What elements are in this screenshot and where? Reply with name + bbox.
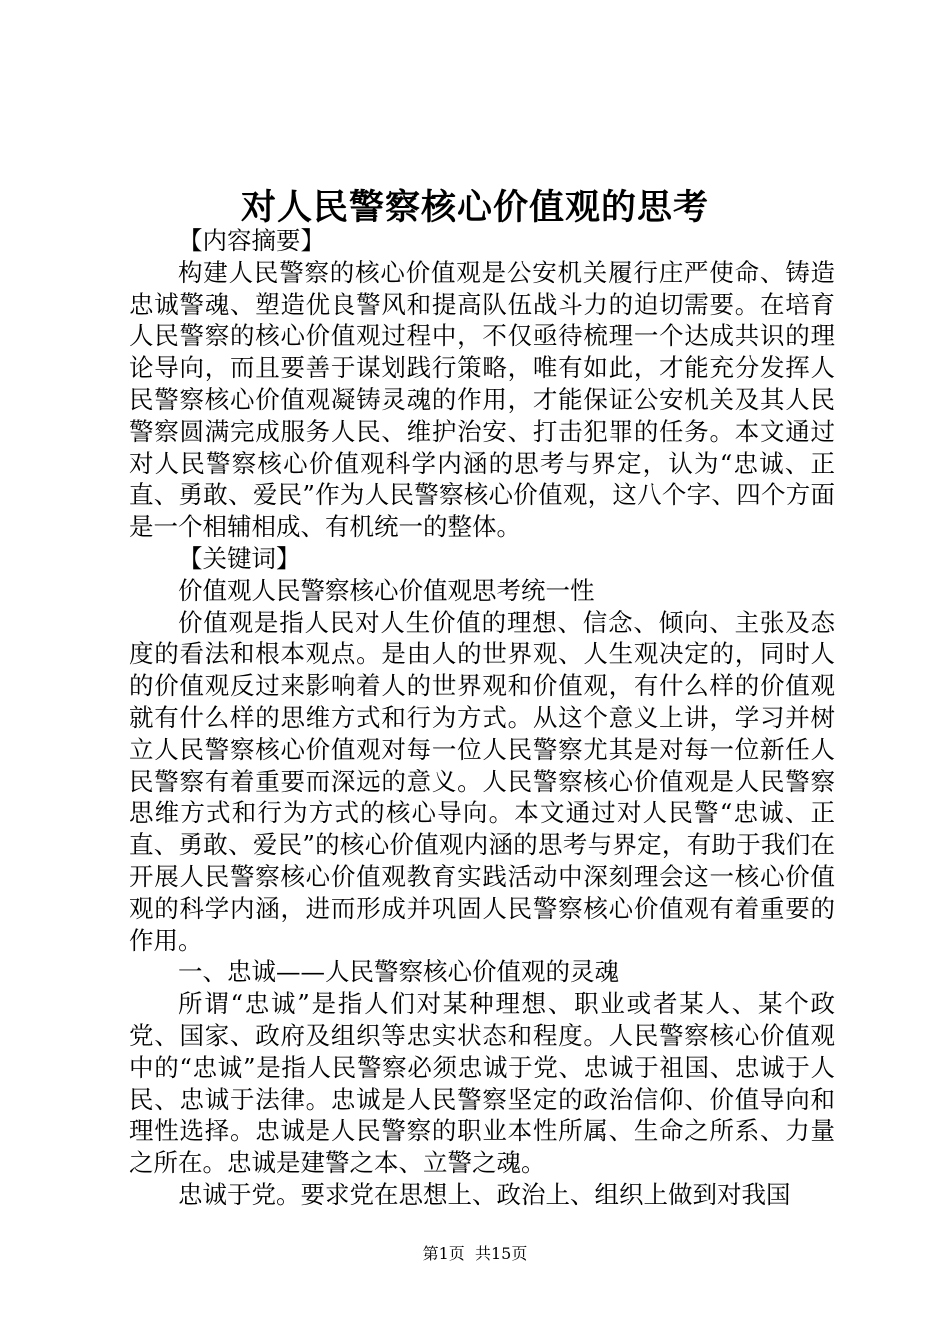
abstract-paragraph: 构建人民警察的核心价值观是公安机关履行庄严使命、铸造忠诚警魂、塑造优良警风和提高队伍战斗力的迫切需要。在培育人民警察的核心价值观过程中，不仅亟待梳理一个达成共识的理论导向，而且要善于谋划践行策略，唯有如此，才能充分发挥人民警察核心价值观凝铸灵魂的作用，才能保证公安机关及其人民警察圆满完成服务人民、维护治安、打击犯罪的任务。本文通过对人民警察核心价值观科学内涵的思考与界定，认为“忠诚、正直、勇敢、爱民”作为人民警察核心价值观，这八个字、四个方面是一个相辅相成、有机统一的整体。 [129,257,835,542]
keywords-text: 价值观人民警察核心价值观思考统一性 [178,575,595,605]
page-footer [0,1242,950,1266]
intro-paragraph: 价值观是指人民对人生价值的理想、信念、倾向、主张及态度的看法和根本观点。是由人的世界观、人生观决定的，同时人的价值观反过来影响着人的世界观和价值观，有什么样的价值观就有什么样的思维方式和行为方式。从这个意义上讲，学习并树立人民警察核心价值观对每一位人民警察尤其是对每一位新任人民警察有着重要而深远的意义。人民警察核心价值观是人民警察思维方式和行为方式的核心导向。本文通过对人民警“忠诚、正直、勇敢、爱民”的核心价值观内涵的思考与界定，有助于我们在开展人民警察核心价值观教育实践活动中深刻理会这一核心价值观的科学内涵，进而形成并巩固人民警察核心价值观有着重要的作用。 [129,607,835,955]
abstract-heading: 【内容摘要】 [178,226,325,255]
section-heading-1: 一、忠诚——人民警察核心价值观的灵魂 [178,957,619,987]
keywords-heading: 【关键词】 [178,543,301,573]
section-1-paragraph: 所谓“忠诚”是指人们对某种理想、职业或者某人、某个政党、国家、政府及组织等忠实状态和程度。人民警察核心价值观中的“忠诚”是指人民警察必须忠诚于党、忠诚于祖国、忠诚于人民、忠诚于法律。忠诚是人民警察坚定的政治信仰、价值导向和理性选择。忠诚是人民警察的职业本性所属、生命之所系、力量之所在。忠诚是建警之本、立警之魂。 [129,989,835,1178]
page-number: 第1页 [422,1244,465,1263]
document-body [129,225,835,1211]
document-title: 对人民警察核心价值观的思考 [240,187,709,228]
section-1-paragraph-2: 忠诚于党。要求党在思想上、政治上、组织上做到对我国 [178,1179,791,1209]
page-total: 共15页 [474,1244,528,1263]
